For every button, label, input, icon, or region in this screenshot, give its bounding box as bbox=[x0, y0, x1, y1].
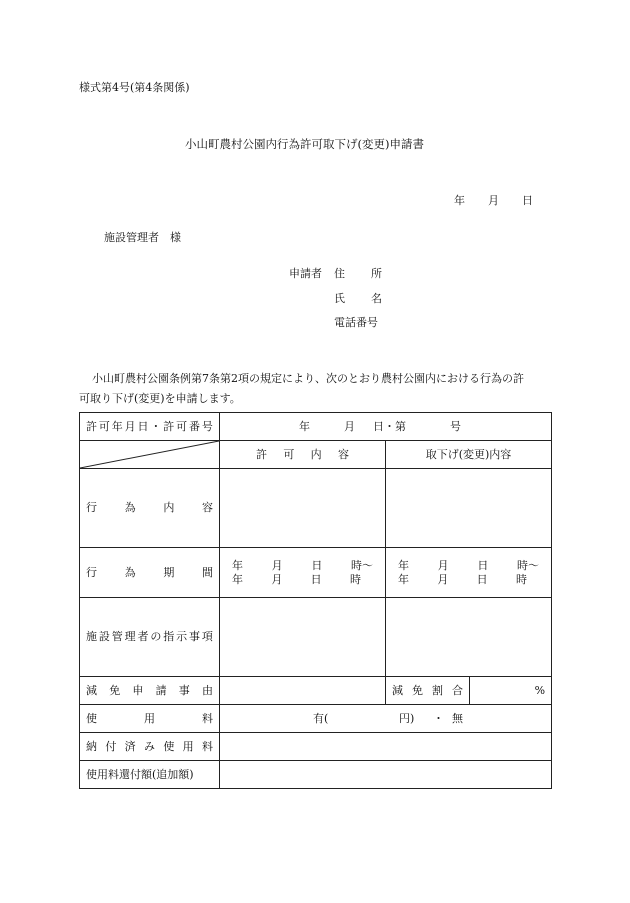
action-period-row bbox=[80, 548, 552, 598]
label-char: 請 bbox=[155, 683, 167, 697]
body-text-line-1: 小山町農村公園条例第7条第2項の規定により、次のとおり農村公園内における行為の許 bbox=[92, 372, 524, 385]
paid-fee-label bbox=[80, 733, 220, 761]
address-label-char: 所 bbox=[371, 267, 382, 280]
instructions-withdraw-field[interactable] bbox=[386, 598, 552, 677]
fee-yen: 円) bbox=[399, 711, 415, 725]
reduction-row bbox=[80, 677, 552, 705]
period-char: 時 bbox=[515, 572, 527, 586]
period-char: 月 bbox=[437, 572, 449, 586]
column-header-row bbox=[80, 441, 552, 469]
period-char: 年 bbox=[232, 558, 243, 572]
action-period-withdraw-field[interactable] bbox=[386, 548, 552, 598]
label-char: 使 bbox=[86, 711, 97, 725]
label-char: 容 bbox=[201, 501, 213, 514]
header-char: 許 bbox=[256, 447, 267, 461]
body-text-line-2: 可取り下げ(変更)を申請します。 bbox=[79, 392, 241, 405]
reduction-rate-field[interactable] bbox=[470, 677, 552, 705]
label-char: 間 bbox=[201, 565, 213, 579]
label-char: み bbox=[143, 739, 155, 753]
addressee: 施設管理者 様 bbox=[104, 231, 181, 244]
label-char: 済 bbox=[124, 739, 136, 753]
fee-row bbox=[80, 705, 552, 733]
instructions-label bbox=[80, 598, 220, 677]
label-char: 料 bbox=[202, 711, 213, 725]
label-char: 設 bbox=[98, 630, 110, 643]
label-char: 使 bbox=[163, 739, 175, 753]
label-char: 減 bbox=[86, 683, 97, 697]
date-year-label: 年 bbox=[454, 194, 465, 207]
period-char: 月 bbox=[437, 558, 449, 572]
paid-fee-row bbox=[80, 733, 552, 761]
label-char: 合 bbox=[452, 683, 463, 697]
period-char: 日 bbox=[310, 572, 322, 586]
label-char: 項 bbox=[201, 630, 213, 643]
label-char: 用 bbox=[182, 739, 194, 753]
refund-row bbox=[80, 761, 552, 789]
header-char: 内 bbox=[310, 447, 322, 461]
diagonal-header-cell bbox=[80, 441, 220, 469]
label-char: 事 bbox=[178, 683, 190, 697]
label-char: 事 bbox=[189, 630, 200, 643]
label-char: 付 bbox=[105, 739, 117, 753]
instructions-permit-field[interactable] bbox=[220, 598, 386, 677]
label-char: 番 bbox=[189, 419, 200, 433]
label-char: ・ bbox=[150, 419, 162, 433]
period-char: 日 bbox=[476, 572, 488, 586]
label-char: 行 bbox=[86, 565, 97, 579]
label-char: 者 bbox=[137, 630, 149, 643]
action-content-row bbox=[80, 469, 552, 548]
fee-label bbox=[80, 705, 220, 733]
period-char: 年 bbox=[398, 572, 409, 586]
permit-content-header bbox=[220, 441, 386, 469]
label-char: 免 bbox=[109, 683, 121, 697]
label-char: 月 bbox=[124, 419, 136, 433]
header-char: 可 bbox=[283, 447, 295, 461]
period-char: 時 bbox=[349, 572, 361, 586]
period-char: 年 bbox=[398, 558, 409, 572]
permit-date-label bbox=[80, 413, 220, 441]
period-char: 月 bbox=[271, 558, 283, 572]
permit-month: 月 bbox=[344, 419, 355, 433]
label-char: 可 bbox=[98, 419, 110, 433]
permit-number-suffix: 号 bbox=[450, 419, 461, 433]
application-table bbox=[79, 412, 552, 789]
label-char: 指 bbox=[163, 630, 175, 643]
fee-has[interactable]: 有( bbox=[313, 711, 329, 725]
label-char: 行 bbox=[86, 501, 97, 514]
label-char: 年 bbox=[111, 419, 123, 433]
period-char: 年 bbox=[232, 572, 243, 586]
header-char: 容 bbox=[337, 447, 349, 461]
reduction-rate-label bbox=[386, 677, 470, 705]
label-char: 許 bbox=[86, 419, 97, 433]
period-char: 時～ bbox=[517, 558, 540, 572]
permit-date-row bbox=[80, 413, 552, 441]
name-label bbox=[334, 292, 382, 306]
name-label-char: 氏 bbox=[334, 292, 345, 305]
paid-fee-field[interactable] bbox=[220, 733, 552, 761]
label-char: 施 bbox=[86, 630, 97, 643]
address-label-char: 住 bbox=[334, 267, 345, 280]
label-char: 示 bbox=[176, 630, 188, 643]
period-char: 月 bbox=[271, 572, 283, 586]
fee-none[interactable]: 無 bbox=[452, 711, 463, 725]
diagonal-line bbox=[80, 441, 219, 468]
percent-unit: % bbox=[534, 683, 546, 697]
refund-label: 使用料還付額(追加額) bbox=[80, 761, 220, 789]
permit-date-value[interactable] bbox=[220, 413, 552, 441]
action-content-permit-field[interactable] bbox=[220, 469, 386, 548]
action-content-withdraw-field[interactable] bbox=[386, 469, 552, 548]
period-char: 時～ bbox=[350, 558, 373, 572]
label-char: 用 bbox=[144, 711, 155, 725]
form-number: 様式第4号(第4条関係) bbox=[79, 81, 190, 94]
applicant-label: 申請者 bbox=[289, 267, 322, 280]
label-char: 理 bbox=[124, 630, 136, 643]
label-char: 納 bbox=[86, 739, 97, 753]
label-char: 管 bbox=[111, 630, 123, 643]
permit-day-no: 日・第 bbox=[373, 419, 406, 433]
name-label-char: 名 bbox=[371, 292, 382, 305]
label-char: 由 bbox=[201, 683, 213, 697]
label-char: 為 bbox=[124, 565, 136, 579]
label-char: 号 bbox=[201, 419, 213, 433]
label-char: 申 bbox=[132, 683, 144, 697]
fee-dot: ・ bbox=[433, 711, 444, 725]
date-day-label: 日 bbox=[522, 194, 533, 207]
instructions-row bbox=[80, 598, 552, 677]
label-char: 内 bbox=[163, 501, 175, 514]
fee-value[interactable] bbox=[220, 705, 552, 733]
label-char: 料 bbox=[201, 739, 213, 753]
date-month-label: 月 bbox=[488, 194, 499, 207]
label-char: 割 bbox=[432, 683, 443, 697]
action-period-permit-field[interactable] bbox=[220, 548, 386, 598]
document-title: 小山町農村公園内行為許可取下げ(変更)申請書 bbox=[185, 137, 424, 151]
withdraw-content-header: 取下げ(変更)内容 bbox=[386, 441, 552, 469]
label-char: 期 bbox=[163, 565, 175, 579]
action-period-label bbox=[80, 548, 220, 598]
label-char: 為 bbox=[124, 501, 136, 514]
phone-label: 電話番号 bbox=[334, 316, 378, 329]
label-char: 日 bbox=[137, 419, 149, 433]
label-char: 減 bbox=[392, 683, 403, 697]
reduction-reason-label bbox=[80, 677, 220, 705]
refund-field[interactable] bbox=[220, 761, 552, 789]
label-char: 免 bbox=[412, 683, 423, 697]
period-char: 日 bbox=[311, 558, 323, 572]
label-char: 可 bbox=[176, 419, 188, 433]
label-char: の bbox=[150, 630, 162, 643]
period-char: 日 bbox=[477, 558, 489, 572]
label-char: 許 bbox=[163, 419, 175, 433]
permit-year: 年 bbox=[299, 419, 310, 433]
action-content-label bbox=[80, 469, 220, 548]
reduction-reason-field[interactable] bbox=[220, 677, 386, 705]
address-label bbox=[334, 267, 382, 281]
